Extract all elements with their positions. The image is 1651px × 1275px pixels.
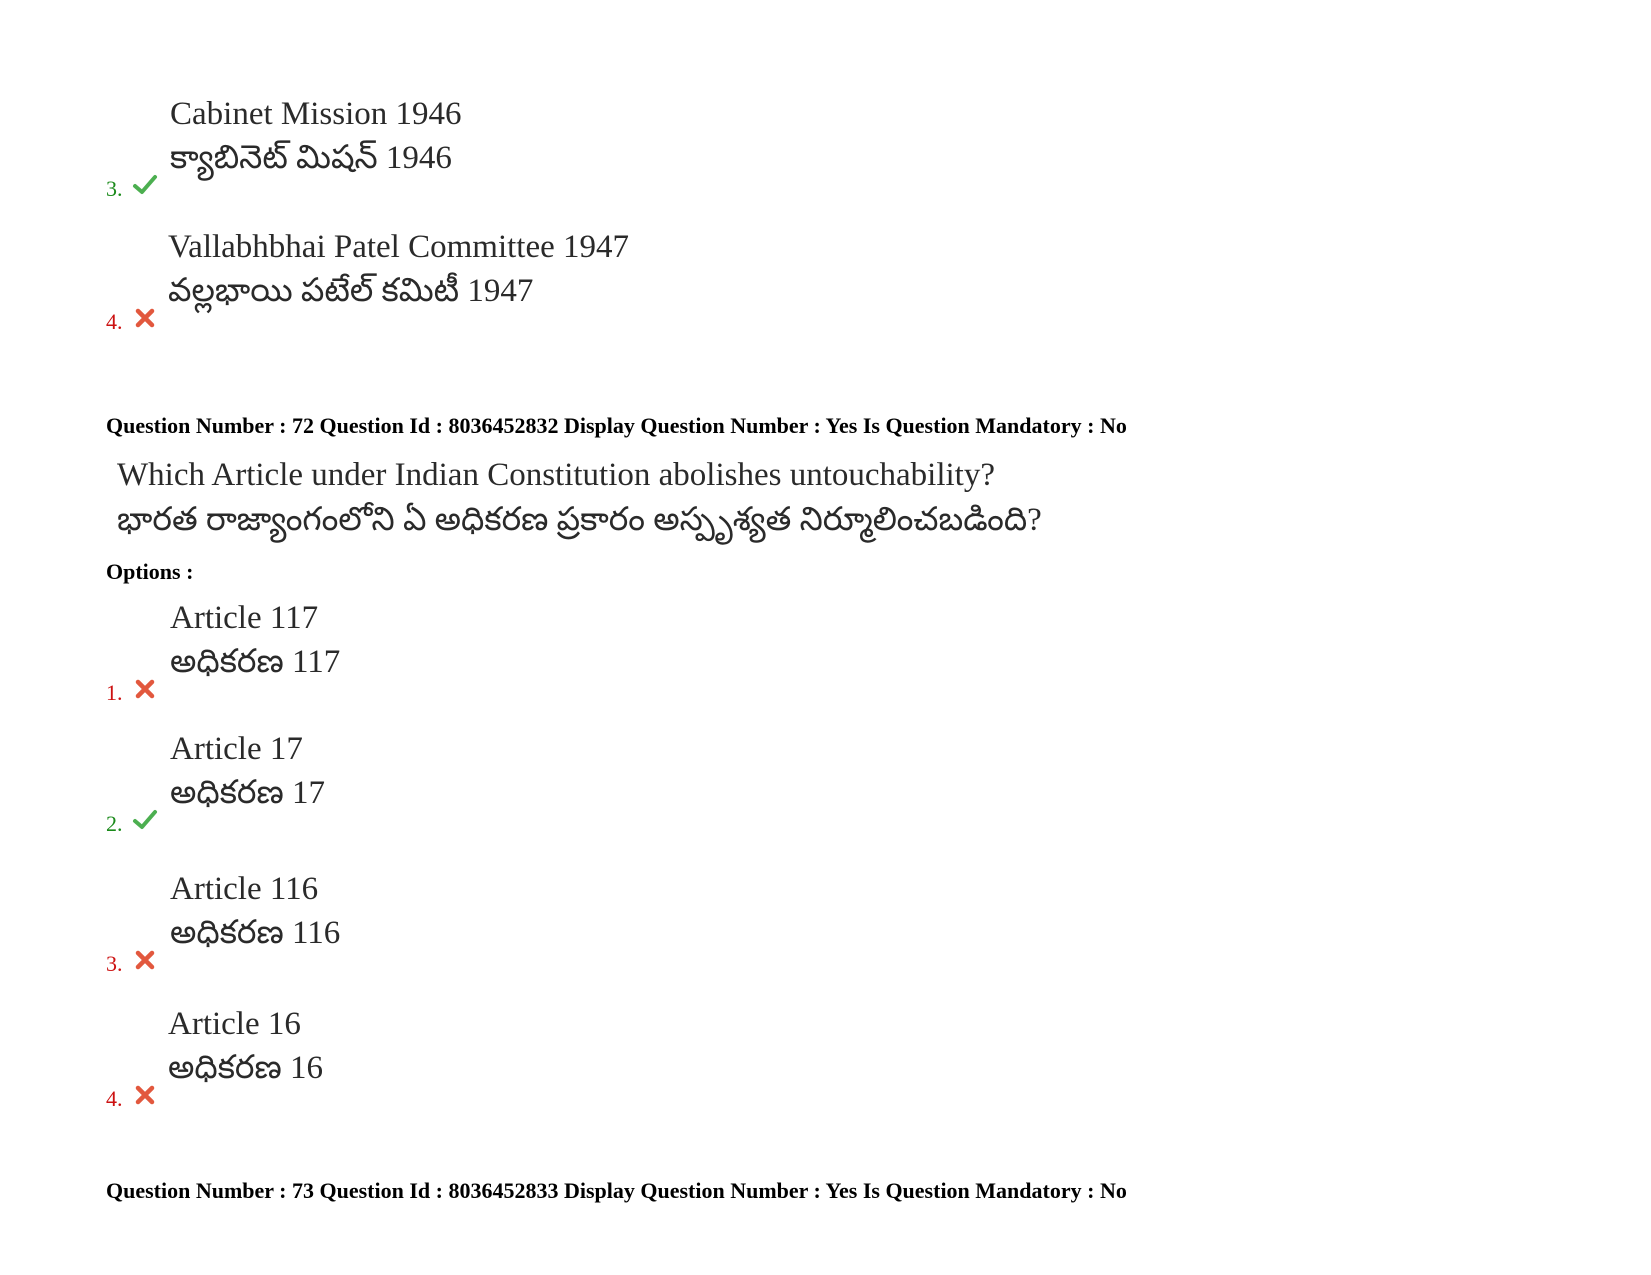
option-text	[168, 225, 629, 313]
option-number: 4.	[106, 309, 123, 334]
question-text-en: Which Article under Indian Constitution abolishes untouchability?	[117, 457, 995, 493]
option-text-te: అధికరణ 117	[170, 644, 341, 680]
question-meta: Question Number : 73 Question Id : 8036452833 Display Question Number : Yes Is Question Mandatory : No	[106, 1178, 1127, 1203]
option-number: 4.	[106, 1086, 123, 1111]
prev-option-4[interactable]	[106, 225, 1506, 345]
option-text-en: Article 17	[170, 731, 303, 767]
option-text	[170, 92, 462, 180]
option-3[interactable]	[106, 867, 1506, 987]
option-text-te: క్యాబినెట్ మిషన్ 1946	[170, 140, 452, 176]
option-text-te: వల్లభాయి పటేల్ కమిటీ 1947	[168, 273, 534, 309]
option-text-te: అధికరణ 16	[168, 1050, 324, 1086]
question-text	[117, 453, 1042, 543]
option-text-en: Article 116	[170, 871, 319, 907]
option-text	[170, 596, 340, 684]
cross-icon	[132, 305, 158, 331]
cross-icon	[132, 1082, 158, 1108]
cross-icon	[132, 676, 158, 702]
option-text-en: Vallabhbhai Patel Committee 1947	[168, 229, 630, 265]
option-text	[170, 867, 340, 955]
option-number: 3.	[106, 176, 123, 201]
cross-icon	[132, 947, 158, 973]
check-icon	[132, 172, 158, 198]
option-text-en: Article 117	[170, 600, 319, 636]
option-1[interactable]	[106, 596, 1506, 716]
option-2[interactable]	[106, 727, 1506, 847]
option-text-te: అధికరణ 17	[170, 775, 326, 811]
option-text-te: అధికరణ 116	[170, 915, 341, 951]
option-number: 3.	[106, 951, 123, 976]
option-text	[170, 727, 325, 815]
option-number: 2.	[106, 811, 123, 836]
option-text-en: Cabinet Mission 1946	[170, 96, 462, 132]
option-4[interactable]	[106, 1002, 1506, 1122]
question-meta: Question Number : 72 Question Id : 8036452832 Display Question Number : Yes Is Question Mandatory : No	[106, 413, 1127, 438]
options-label: Options :	[106, 559, 194, 584]
check-icon	[132, 807, 158, 833]
option-text	[168, 1002, 323, 1090]
question-text-te: భారత రాజ్యాంగంలోని ఏ అధికరణ ప్రకారం అస్పృశ్యత నిర్మూలించబడింది?	[117, 502, 1042, 538]
option-number: 1.	[106, 680, 123, 705]
option-text-en: Article 16	[168, 1006, 301, 1042]
prev-option-3[interactable]	[106, 92, 1506, 212]
